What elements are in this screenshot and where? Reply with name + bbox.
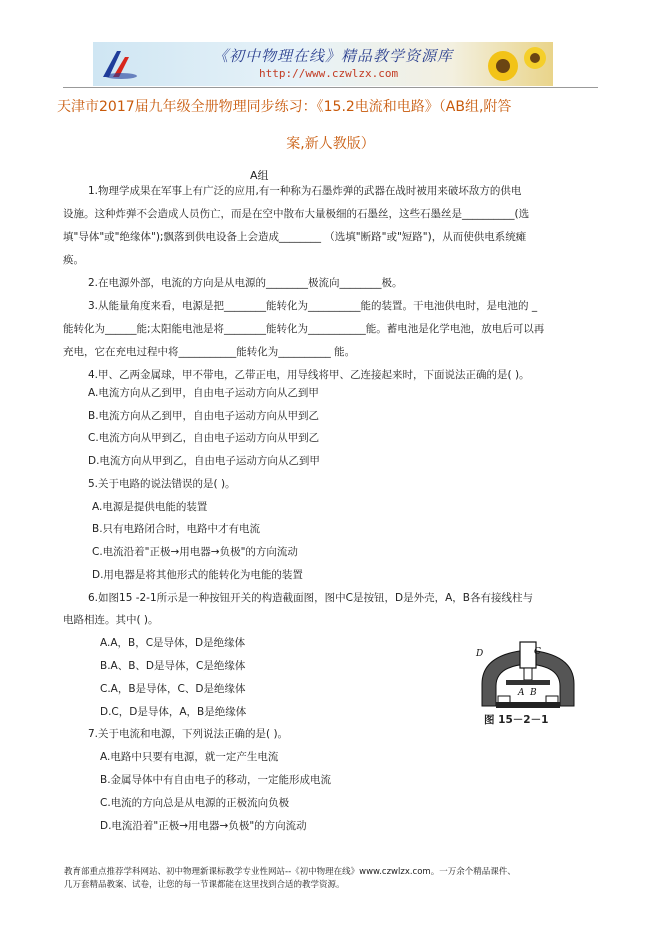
text-line: 痪。 (63, 254, 84, 266)
option-7c: C.电流的方向总是从电源的正极流向负极 (100, 797, 290, 809)
text-line: 电路相连。其中( )。 (63, 614, 159, 626)
site-logo-icon (99, 47, 139, 81)
option-7b: B.金属导体中有自由电子的移动，一定能形成电流 (100, 774, 332, 786)
figure-caption: 图 15－2－1 (484, 714, 549, 726)
section-heading: A组 (250, 169, 269, 182)
document-title-line-2: 案,新人教版） (286, 136, 375, 152)
text-line: 填"导体"或"绝缘体");飘落到供电设备上会造成________ （选填"断路"或"短路")，从而使供电系统瘫 (63, 231, 527, 243)
question-4: 4.甲、乙两金属球，甲不带电，乙带正电，用导线将甲、乙连接起来时，下面说法正确的是( )。 (88, 369, 530, 381)
footer-line-1: 教育部重点推荐学科网站、初中物理新课标教学专业性网站--《初中物理在线》www.czwlzx.com。一万余个精品课件、 (64, 867, 516, 877)
header-banner (93, 42, 553, 86)
text-line: 3.从能量角度来看，电源是把________能转化为__________能的装置。干电池供电时，是电池的 _ (88, 300, 538, 312)
text-line: 1.物理学成果在军事上有广泛的应用,有一种称为石墨炸弹的武器在战时被用来破坏敌方的供电 (88, 185, 522, 197)
option-7a: A.电路中只要有电源，就一定产生电流 (100, 751, 279, 763)
banner-url: http://www.czwlzx.com (259, 67, 399, 80)
text-line: 能转化为______能;太阳能电池是将________能转化为___________能。蓄电池是化学电池，放电后可以再 (63, 323, 545, 335)
option-5c: C.电流沿着"正极→用电器→负极"的方向流动 (92, 546, 298, 558)
option-6b: B.A、B、D是导体，C是绝缘体 (100, 660, 246, 672)
option-4a: A.电流方向从乙到甲，自由电子运动方向从乙到甲 (88, 387, 319, 399)
button-switch-diagram (468, 640, 588, 718)
option-7d: D.电流沿着"正极→用电器→负极"的方向流动 (100, 820, 307, 832)
banner-title: 《初中物理在线》精品教学资源库 (213, 47, 454, 65)
option-5b: B.只有电路闭合时，电路中才有电流 (92, 523, 261, 535)
option-4c: C.电流方向从甲到乙，自由电子运动方向从甲到乙 (88, 432, 320, 444)
option-5a: A.电源是提供电能的装置 (92, 501, 208, 513)
option-6c: C.A，B是导体，C、D是绝缘体 (100, 683, 246, 695)
text-line: 设施。这种炸弹不会造成人员伤亡，而是在空中散布大量极细的石墨丝，这些石墨丝是__________(选 (63, 208, 530, 220)
option-5d: D.用电器是将其他形式的能转化为电能的装置 (92, 569, 303, 581)
figure-label-a: A (518, 688, 525, 698)
text-line: 2.在电源外部，电流的方向是从电源的________极流向________极。 (88, 277, 403, 289)
option-4b: B.电流方向从乙到甲，自由电子运动方向从甲到乙 (88, 410, 320, 422)
option-6a: A.A，B，C是导体，D是绝缘体 (100, 637, 246, 649)
question-5: 5.关于电路的说法错误的是( )。 (88, 478, 236, 490)
figure-label-c: C (534, 647, 541, 657)
question-7: 7.关于电流和电源，下列说法正确的是( )。 (88, 728, 289, 740)
text-line: 充电，它在充电过程中将___________能转化为__________ 能。 (63, 346, 356, 358)
header-divider (63, 87, 598, 88)
figure-label-b: B (530, 688, 537, 698)
sunflower-icon (481, 44, 551, 84)
option-4d: D.电流方向从甲到乙，自由电子运动方向从乙到甲 (88, 455, 320, 467)
figure-label-d: D (476, 649, 484, 659)
question-6: 6.如图15 -2-1所示是一种按钮开关的构造截面图，图中C是按钮，D是外壳，A，B各有接线柱与 (88, 592, 533, 604)
option-6d: D.C，D是导体，A，B是绝缘体 (100, 706, 247, 718)
document-title-line-1: 天津市2017届九年级全册物理同步练习：《15.2电流和电路》（AB组,附答 (57, 99, 512, 115)
footer-line-2: 几万套精品教案、试卷，让您的每一节课都能在这里找到合适的教学资源。 (64, 880, 345, 890)
